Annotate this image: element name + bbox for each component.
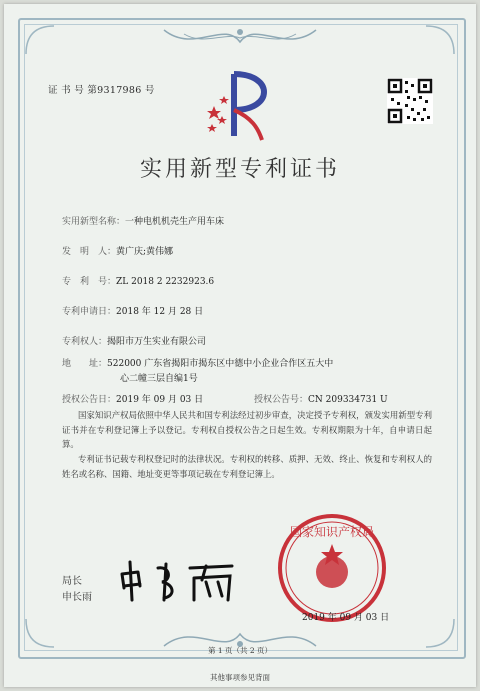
top-ornament — [154, 24, 326, 52]
address-line: 522000 广东省揭阳市揭东区中德中小企业合作区五大中 — [107, 359, 334, 369]
grant-date: 2019 年 09 月 03 日 — [116, 395, 204, 405]
field-label: 发 明 人： — [62, 247, 117, 257]
official-seal — [276, 512, 388, 624]
corner-ornament — [24, 24, 64, 64]
field-label: 地 址： — [62, 359, 108, 369]
cnipa-logo-icon — [204, 66, 274, 142]
field-label: 授权公告日： — [62, 395, 117, 405]
corner-ornament — [416, 609, 456, 649]
certificate-title: 实用新型专利证书 — [139, 157, 340, 182]
seal-date: 2019 年 09 月 03 日 — [302, 613, 390, 623]
inventor-row — [62, 244, 173, 257]
patent-number-row — [62, 274, 214, 287]
certificate-page — [4, 4, 476, 687]
corner-ornament — [24, 609, 64, 649]
grant-date-row — [62, 392, 203, 405]
director-name: 申长雨 — [62, 592, 92, 603]
field-label: 专 利 号： — [62, 277, 117, 287]
footer-note: 其他事项参见背面 — [210, 673, 270, 682]
grant-number-row — [254, 392, 388, 405]
page-indicator: 第 1 页（共 2 页） — [207, 646, 273, 655]
inventor: 黄广庆;黄伟娜 — [116, 247, 174, 257]
corner-ornament — [416, 24, 456, 64]
filing-date-row — [62, 304, 203, 317]
svg-text:国家知识产权局: 国家知识产权局 — [289, 525, 375, 539]
address-row-2 — [120, 371, 198, 384]
legal-paragraph: 专利证书记载专利权登记时的法律状况。专利权的转移、质押、无效、终止、恢复和专利权人的姓名或名称、国籍、地址变更等事项记载在专利登记簿上。 — [62, 454, 432, 479]
patent-number: ZL 2018 2 2232923.6 — [116, 277, 215, 287]
utility-model-name: 一种电机机壳生产用车床 — [125, 217, 225, 227]
field-label: 实用新型名称： — [62, 217, 126, 227]
field-label: 授权公告号： — [254, 395, 309, 405]
address-row — [62, 356, 333, 369]
certificate-number: 证 书 号 第9317986 号 — [48, 85, 155, 96]
patentee: 揭阳市万生实业有限公司 — [107, 337, 207, 347]
legal-paragraph: 国家知识产权局依照中华人民共和国专利法经过初步审查，决定授予专利权，颁发实用新型专利证书并在专利登记簿上予以登记。专利权自授权公告之日起生效。专利权期限为十年，自申请日起算。 — [62, 410, 432, 449]
address-line: 心二幢三层自编1号 — [120, 374, 198, 384]
filing-date: 2018 年 12 月 28 日 — [116, 307, 204, 317]
field-label: 专利申请日： — [62, 307, 117, 317]
qr-code-icon — [387, 78, 433, 124]
field-label: 专利权人： — [62, 337, 108, 347]
utility-model-name-row — [62, 214, 224, 227]
director-title: 局长 — [62, 576, 82, 587]
patentee-row — [62, 334, 206, 347]
signature — [114, 556, 254, 606]
grant-number: CN 209334731 U — [308, 395, 388, 405]
